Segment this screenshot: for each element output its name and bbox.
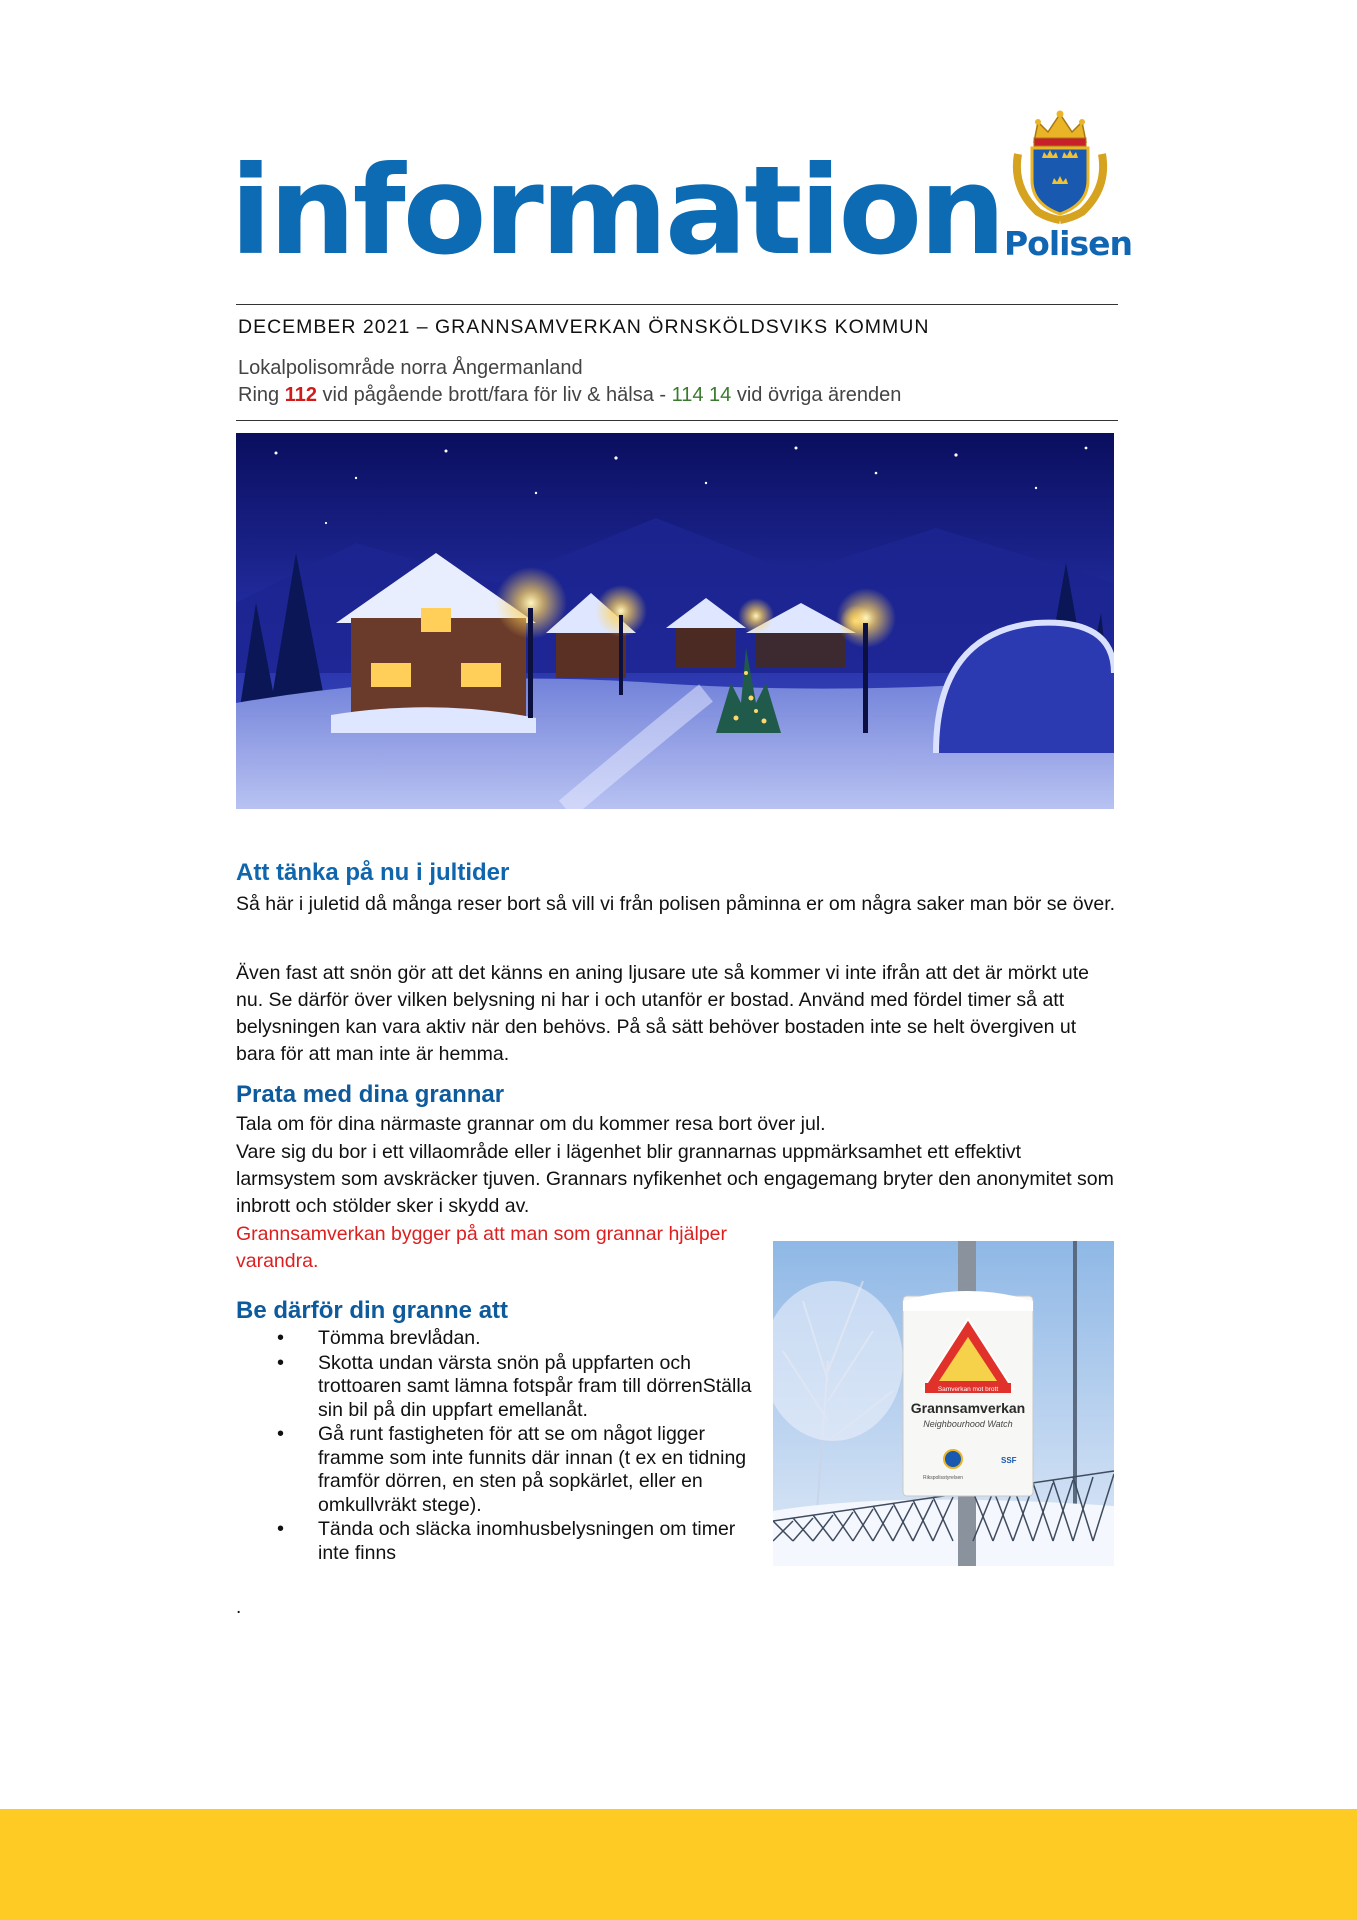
logo-wordmark: Polisen: [1004, 224, 1132, 263]
sign-small-right: SSF: [1001, 1456, 1017, 1465]
header-rule-bottom: [236, 420, 1118, 421]
paragraph-neighbour-attention: Vare sig du bor i ett villaområde eller i lägenhet blir grannarnas uppmärksamhet ett effektivt larmsystem som avskräcker tjuven. Grannars nyfikenhet och engagemang bryter den anonymitet som inbrott och stölder sker i skydd av.: [236, 1141, 1114, 1217]
heading-ask-neighbour: Be därför din granne att: [236, 1297, 509, 1324]
heading-christmas-tips: Att tänka på nu i jultider: [236, 859, 510, 886]
footer-band: [0, 1809, 1357, 1920]
paragraph-neighbourhood-watch: Grannsamverkan bygger på att man som grannar hjälper varandra.: [236, 1223, 728, 1272]
paragraph-lighting: Även fast att snön gör att det känns en aning ljusare ute så kommer vi inte ifrån att det är mörkt ute nu. Se därför över vilken belysning ni har i och utanför er bostad. Använd med fördel timer så att belysningen kan vara aktiv när den behövs. På så sätt behöver bostaden inte se helt övergiven ut bara för att man inte är hemma.: [236, 962, 1090, 1065]
header-rule-top: [236, 304, 1118, 305]
winter-village-image: [236, 433, 1114, 809]
phone-middle: vid pågående brott/fara för liv & hälsa -: [316, 384, 672, 406]
sign-top-text: Samverkan mot brott: [937, 1386, 999, 1393]
list-item: • Tömma brevlådan.: [236, 1327, 756, 1351]
paragraph-intro: Så här i juletid då många reser bort så vill vi från polisen påminna er om några saker man bör se över.: [236, 893, 1116, 915]
heading-talk-to-neighbours: Prata med dina grannar: [236, 1081, 505, 1108]
neighbour-task-list: [236, 1327, 756, 1566]
dateline: DECEMBER 2021 – GRANNSAMVERKAN ÖRNSKÖLDSVIKS KOMMUN: [238, 316, 930, 338]
list-item: • Skotta undan värsta snön på uppfarten och trottoaren samt lämna fotspår fram till dörrenStälla sin bil på din uppfart emellanåt.: [236, 1352, 756, 1423]
page-title: information: [230, 140, 1003, 282]
sign-photo-illustration: [773, 1241, 1114, 1566]
paragraph-tell-neighbours: Tala om för dina närmaste grannar om du kommer resa bort över jul.: [236, 1113, 826, 1135]
phone-prefix: Ring: [238, 384, 285, 406]
emergency-number: 112: [284, 384, 317, 406]
sign-title: Grannsamverkan: [910, 1400, 1026, 1416]
phone-info: [238, 384, 901, 407]
list-item: • Gå runt fastigheten för att se om något ligger framme som inte funnits där innan (t ex en tidning framför dörren, en sten på sopkärlet, eller en omkullvräkt stege).: [236, 1423, 756, 1517]
sign-small-left: Rikspolisstyrelsen: [923, 1475, 964, 1481]
trailing-dot: .: [236, 1597, 242, 1618]
neighbourhood-watch-sign-photo: [773, 1241, 1114, 1566]
polisen-logo: [1004, 108, 1132, 268]
winter-night-illustration: [236, 433, 1114, 809]
sign-subtitle: Neighbourhood Watch: [923, 1419, 1013, 1429]
other-number: 114 14: [671, 384, 732, 406]
list-item: • Tända och släcka inomhusbelysningen om timer inte finns: [236, 1518, 756, 1565]
police-emblem-icon: [1004, 108, 1116, 226]
police-area: Lokalpolisområde norra Ångermanland: [238, 357, 583, 379]
phone-suffix: vid övriga ärenden: [731, 384, 902, 406]
